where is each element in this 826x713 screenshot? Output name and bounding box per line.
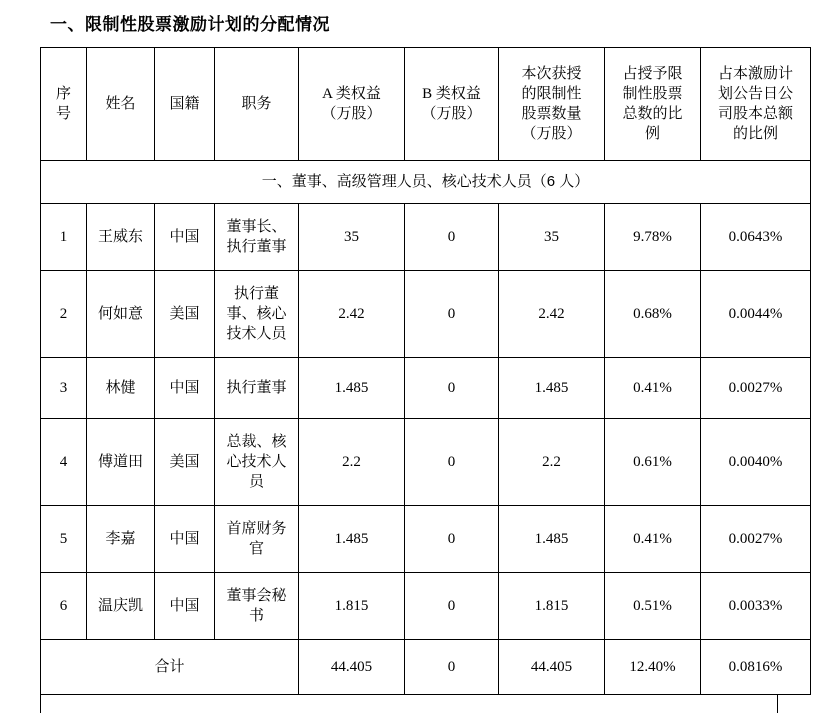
header-line: 总数的比 bbox=[622, 106, 683, 122]
cell-class-a: 1.485 bbox=[299, 506, 405, 573]
cell-nationality: 中国 bbox=[155, 506, 215, 573]
cell-pct-of-total: 0.51% bbox=[605, 573, 701, 640]
table-header bbox=[41, 48, 811, 161]
cell-pct-of-total: 0.41% bbox=[605, 506, 701, 573]
cell-name: 温庆凯 bbox=[87, 573, 155, 640]
cell-title-line: 官 bbox=[248, 541, 264, 557]
header-line: B 类权益 bbox=[422, 85, 481, 102]
cell-title-line: 董事会秘 bbox=[226, 587, 287, 604]
header-line: 号 bbox=[55, 106, 71, 122]
cell-nationality: 中国 bbox=[155, 573, 215, 640]
header-cell-class-a bbox=[299, 48, 405, 161]
header-line: 占本激励计 bbox=[717, 65, 793, 82]
total-class-a: 44.405 bbox=[299, 640, 405, 695]
table-row bbox=[41, 419, 811, 506]
header-cell-granted bbox=[499, 48, 605, 161]
cell-title bbox=[215, 573, 299, 640]
table-row bbox=[41, 358, 811, 419]
cell-title-line: 董事长、 bbox=[226, 218, 287, 235]
cell-pct-of-capital: 0.0033% bbox=[701, 573, 811, 640]
cell-title-line: 首席财务 bbox=[226, 520, 287, 537]
header-line: 股票数量 bbox=[521, 106, 582, 122]
cell-seq: 6 bbox=[41, 573, 87, 640]
cell-title-line: 总裁、核 bbox=[226, 433, 287, 450]
cell-title-line: 执行董 bbox=[233, 285, 279, 302]
cell-class-b: 0 bbox=[405, 271, 499, 358]
cell-title-line: 员 bbox=[248, 474, 264, 491]
header-line: 姓名 bbox=[105, 95, 136, 112]
header-line: （万股） bbox=[321, 106, 382, 122]
cell-class-b: 0 bbox=[405, 204, 499, 271]
header-line: 划公告日公 bbox=[717, 85, 793, 102]
cell-granted: 1.485 bbox=[499, 506, 605, 573]
cell-name: 傅道田 bbox=[87, 419, 155, 506]
cell-title-line: 书 bbox=[248, 608, 264, 624]
allocation-table bbox=[40, 47, 811, 695]
header-line: 的比例 bbox=[732, 126, 778, 143]
cell-granted: 1.485 bbox=[499, 358, 605, 419]
cell-title-line: 执行董事 bbox=[226, 379, 287, 396]
cell-name: 林健 bbox=[87, 358, 155, 419]
cell-title bbox=[215, 419, 299, 506]
header-cell-seq bbox=[41, 48, 87, 161]
header-cell-pct-of-total bbox=[605, 48, 701, 161]
header-line: 国籍 bbox=[169, 95, 200, 112]
cell-pct-of-total: 9.78% bbox=[605, 204, 701, 271]
cell-seq: 4 bbox=[41, 419, 87, 506]
cell-title bbox=[215, 358, 299, 419]
cell-pct-of-capital: 0.0044% bbox=[701, 271, 811, 358]
header-line: （万股） bbox=[521, 126, 582, 143]
cell-pct-of-capital: 0.0027% bbox=[701, 506, 811, 573]
header-line: 制性股票 bbox=[622, 85, 683, 102]
cell-pct-of-capital: 0.0643% bbox=[701, 204, 811, 271]
cell-title-line: 事、核心 bbox=[226, 305, 287, 322]
header-line: 本次获授 bbox=[521, 65, 582, 82]
cell-granted: 35 bbox=[499, 204, 605, 271]
cell-name: 李嘉 bbox=[87, 506, 155, 573]
cell-title bbox=[215, 271, 299, 358]
header-line: 序 bbox=[55, 85, 71, 102]
header-line: 占授予限 bbox=[622, 65, 683, 82]
header-cell-pct-of-capital bbox=[701, 48, 811, 161]
cell-class-a: 1.815 bbox=[299, 573, 405, 640]
cell-seq: 2 bbox=[41, 271, 87, 358]
table-total-row bbox=[41, 640, 811, 695]
cell-class-b: 0 bbox=[405, 573, 499, 640]
cell-granted: 2.42 bbox=[499, 271, 605, 358]
cell-name: 何如意 bbox=[87, 271, 155, 358]
group-row-label: 一、董事、高级管理人员、核心技术人员（6 人） bbox=[41, 161, 811, 204]
header-line: 司股本总额 bbox=[717, 106, 793, 122]
cell-pct-of-total: 0.61% bbox=[605, 419, 701, 506]
cell-nationality: 中国 bbox=[155, 204, 215, 271]
cell-class-a: 2.42 bbox=[299, 271, 405, 358]
cell-nationality: 美国 bbox=[155, 419, 215, 506]
table-body bbox=[41, 161, 811, 695]
cell-title-line: 心技术人 bbox=[226, 453, 287, 470]
table-row bbox=[41, 204, 811, 271]
cell-class-a: 1.485 bbox=[299, 358, 405, 419]
cell-pct-of-capital: 0.0027% bbox=[701, 358, 811, 419]
table-group-row bbox=[41, 161, 811, 204]
cell-title bbox=[215, 204, 299, 271]
cell-title bbox=[215, 506, 299, 573]
cell-class-a: 35 bbox=[299, 204, 405, 271]
total-label: 合计 bbox=[41, 640, 299, 695]
cell-seq: 1 bbox=[41, 204, 87, 271]
total-granted: 44.405 bbox=[499, 640, 605, 695]
cell-pct-of-total: 0.41% bbox=[605, 358, 701, 419]
header-line: A 类权益 bbox=[322, 85, 381, 102]
table-row bbox=[41, 573, 811, 640]
cell-title-line: 技术人员 bbox=[226, 326, 287, 343]
cell-nationality: 中国 bbox=[155, 358, 215, 419]
cell-class-b: 0 bbox=[405, 358, 499, 419]
table-row bbox=[41, 506, 811, 573]
header-cell-title bbox=[215, 48, 299, 161]
cell-title-line: 执行董事 bbox=[226, 239, 287, 255]
header-cell-name bbox=[87, 48, 155, 161]
total-pct-of-capital: 0.0816% bbox=[701, 640, 811, 695]
header-line: 的限制性 bbox=[521, 85, 582, 102]
header-cell-class-b bbox=[405, 48, 499, 161]
header-line: 例 bbox=[644, 126, 660, 143]
cell-pct-of-capital: 0.0040% bbox=[701, 419, 811, 506]
cell-granted: 2.2 bbox=[499, 419, 605, 506]
table-row bbox=[41, 271, 811, 358]
total-pct-of-total: 12.40% bbox=[605, 640, 701, 695]
cell-nationality: 美国 bbox=[155, 271, 215, 358]
table-next-row-partial bbox=[40, 695, 778, 713]
header-row bbox=[41, 48, 811, 161]
cell-pct-of-total: 0.68% bbox=[605, 271, 701, 358]
cell-class-b: 0 bbox=[405, 506, 499, 573]
cell-name: 王威东 bbox=[87, 204, 155, 271]
cell-class-a: 2.2 bbox=[299, 419, 405, 506]
header-cell-nationality bbox=[155, 48, 215, 161]
cell-seq: 3 bbox=[41, 358, 87, 419]
total-class-b: 0 bbox=[405, 640, 499, 695]
cell-granted: 1.815 bbox=[499, 573, 605, 640]
page-title: 一、限制性股票激励计划的分配情况 bbox=[50, 15, 330, 34]
cell-class-b: 0 bbox=[405, 419, 499, 506]
header-line: （万股） bbox=[421, 106, 482, 122]
cell-seq: 5 bbox=[41, 506, 87, 573]
header-line: 职务 bbox=[241, 95, 272, 112]
